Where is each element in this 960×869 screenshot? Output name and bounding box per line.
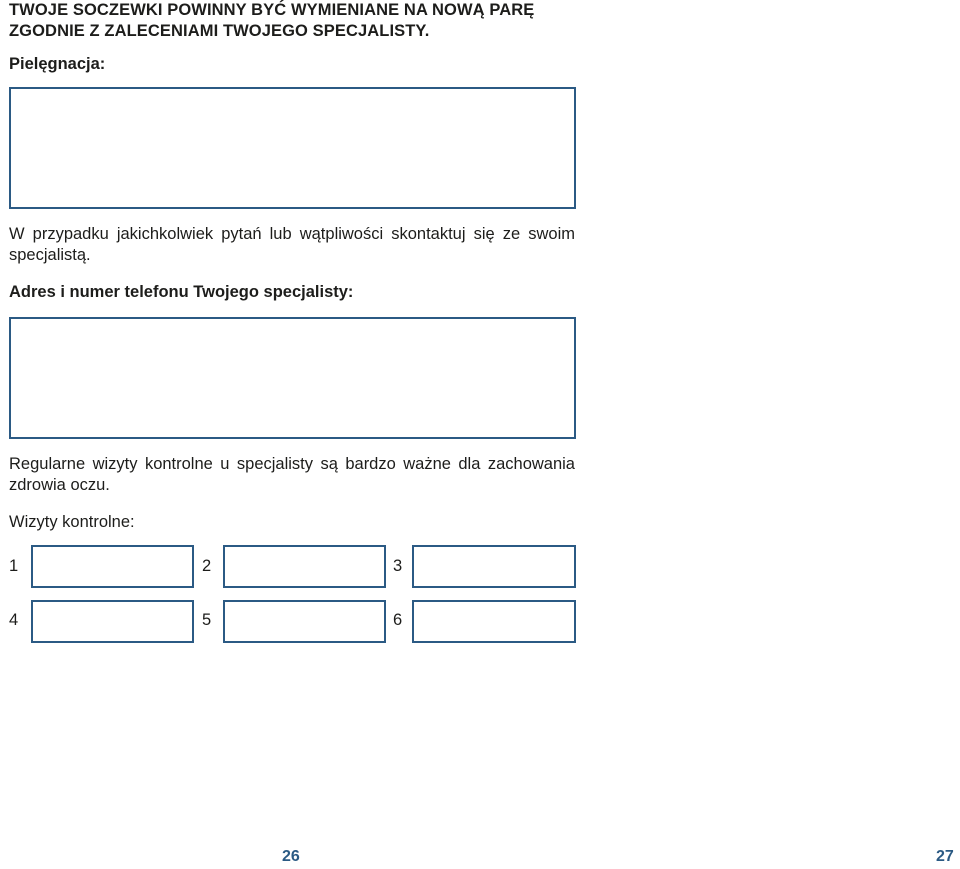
visit-date-box[interactable] xyxy=(412,545,576,588)
page-heading: TWOJE SOCZEWKI POWINNY BYĆ WYMIENIANE NA NOWĄ PARĘ ZGODNIE Z ZALECENIAMI TWOJEGO SPECJALISTY. xyxy=(9,1,535,40)
visit-number: 2 xyxy=(202,557,212,575)
visit-date-box[interactable] xyxy=(31,545,194,588)
care-input-box[interactable] xyxy=(9,87,576,209)
checkups-label: Wizyty kontrolne: xyxy=(9,513,135,531)
visit-number: 5 xyxy=(202,611,212,629)
visit-number: 3 xyxy=(393,557,403,575)
address-label: Adres i numer telefonu Twojego specjalisty: xyxy=(9,283,354,301)
checkups-text: Regularne wizyty kontrolne u specjalisty są bardzo ważne dla zachowania zdrowia oczu. xyxy=(9,455,575,494)
visit-date-box[interactable] xyxy=(31,600,194,643)
page-number-left: 26 xyxy=(282,848,300,865)
address-input-box[interactable] xyxy=(9,317,576,439)
questions-text: W przypadku jakichkolwiek pytań lub wątpliwości skontaktuj się ze swoim specjalistą. xyxy=(9,225,575,264)
visit-number: 6 xyxy=(393,611,403,629)
visit-date-box[interactable] xyxy=(223,600,386,643)
visit-number: 4 xyxy=(9,611,19,629)
care-label: Pielęgnacja: xyxy=(9,55,106,73)
visit-number: 1 xyxy=(9,557,19,575)
visit-date-box[interactable] xyxy=(223,545,386,588)
page-number-right: 27 xyxy=(936,848,954,865)
visit-date-box[interactable] xyxy=(412,600,576,643)
